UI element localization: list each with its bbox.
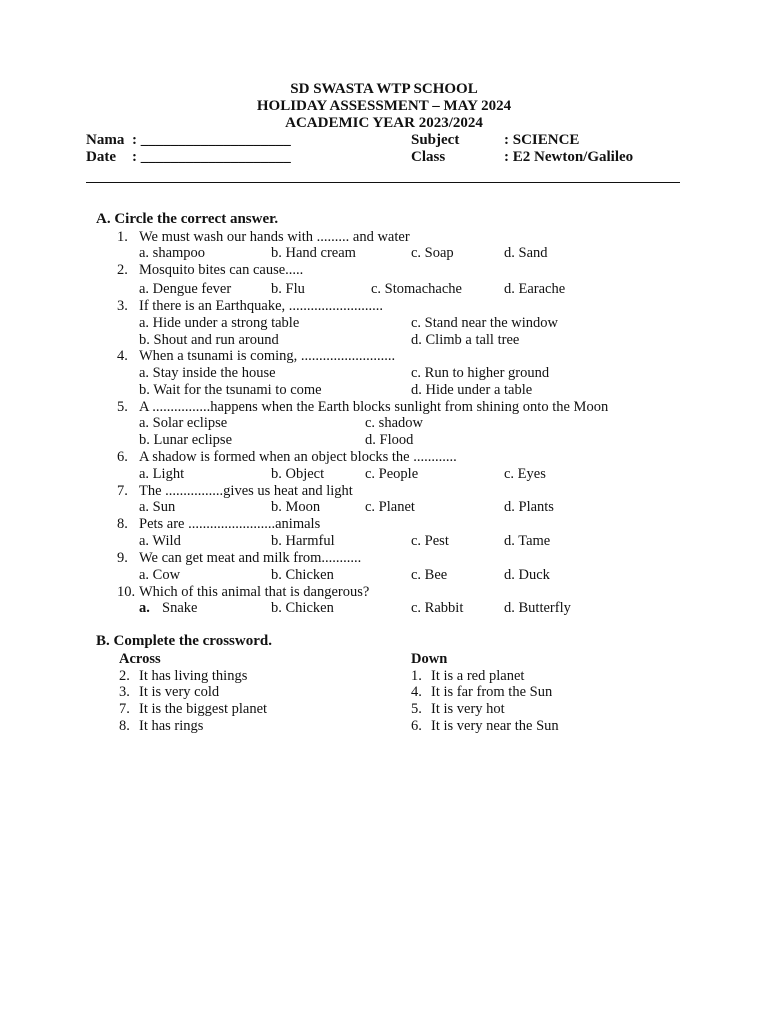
option: Snake [162, 600, 198, 616]
nama-field: : ____________________ [132, 132, 291, 148]
question-text: A shadow is formed when an object blocks the ............ [139, 449, 457, 465]
academic-year: ACADEMIC YEAR 2023/2024 [285, 115, 483, 131]
subject-label: Subject [411, 132, 460, 148]
option: c. Bee [411, 567, 448, 583]
subject-value: : SCIENCE [504, 132, 580, 148]
option: c. shadow [365, 415, 423, 431]
question-text: When a tsunami is coming, .......................... [139, 348, 396, 364]
option: a. Stay inside the house [139, 365, 276, 381]
option: d. Flood [365, 432, 414, 448]
option: d. Butterfly [504, 600, 571, 616]
nama-label: Nama [86, 132, 125, 148]
question-number: 10. [117, 584, 136, 600]
option: c. Stand near the window [411, 315, 558, 331]
question-text: Which of this animal that is dangerous? [139, 584, 370, 600]
option: b. Harmful [271, 533, 335, 549]
question-number: 9. [117, 550, 128, 566]
question-text: If there is an Earthquake, .......................... [139, 298, 384, 314]
question-text: We must wash our hands with ......... and water [139, 229, 410, 245]
option: a. shampoo [139, 245, 206, 261]
option: d. Hide under a table [411, 382, 533, 398]
option: a. Solar eclipse [139, 415, 228, 431]
option: a. Dengue fever [139, 281, 232, 297]
question-number: 4. [117, 348, 128, 364]
down-clue: It is a red planet [431, 668, 525, 684]
option: a. Light [139, 466, 185, 482]
option: c. Planet [365, 499, 415, 515]
question-text: Pets are ........................animals [139, 516, 321, 532]
option: a. Hide under a strong table [139, 315, 300, 331]
option: b. Chicken [271, 567, 334, 583]
clue-number: 8. [119, 718, 130, 734]
option: d. Earache [504, 281, 566, 297]
school-name: SD SWASTA WTP SCHOOL [290, 81, 478, 97]
clue-number: 2. [119, 668, 130, 684]
question-number: 3. [117, 298, 128, 314]
clue-number: 6. [411, 718, 422, 734]
clue-number: 1. [411, 668, 422, 684]
down-heading: Down [411, 651, 448, 667]
option: b. Shout and run around [139, 332, 279, 348]
option: c. Rabbit [411, 600, 464, 616]
option: b. Moon [271, 499, 321, 515]
option: b. Flu [271, 281, 305, 297]
question-text: Mosquito bites can cause..... [139, 262, 304, 278]
option-letter: a. [139, 600, 150, 616]
question-text: A ................happens when the Earth blocks sunlight from shining onto the Moon [139, 399, 609, 415]
option: b. Object [271, 466, 325, 482]
date-label: Date [86, 149, 116, 165]
option: d. Sand [504, 245, 548, 261]
down-clue: It is far from the Sun [431, 684, 553, 700]
question-number: 6. [117, 449, 128, 465]
question-number: 2. [117, 262, 128, 278]
question-number: 8. [117, 516, 128, 532]
option: b. Hand cream [271, 245, 356, 261]
option: d. Plants [504, 499, 554, 515]
question-text: We can get meat and milk from........... [139, 550, 362, 566]
header-divider [86, 182, 680, 183]
across-clue: It is the biggest planet [139, 701, 268, 717]
class-label: Class [411, 149, 446, 165]
option: b. Lunar eclipse [139, 432, 233, 448]
option: c. Stomachache [371, 281, 462, 297]
clue-number: 3. [119, 684, 130, 700]
option: d. Duck [504, 567, 550, 583]
question-number: 5. [117, 399, 128, 415]
option: d. Climb a tall tree [411, 332, 520, 348]
option: c. Run to higher ground [411, 365, 550, 381]
option: c. People [365, 466, 419, 482]
section-a-title: A. Circle the correct answer. [96, 211, 279, 227]
option: c. Soap [411, 245, 454, 261]
class-value: : E2 Newton/Galileo [504, 149, 634, 165]
across-heading: Across [119, 651, 161, 667]
date-field: : ____________________ [132, 149, 291, 165]
assessment-title: HOLIDAY ASSESSMENT – MAY 2024 [256, 98, 512, 114]
clue-number: 5. [411, 701, 422, 717]
question-number: 1. [117, 229, 128, 245]
down-clue: It is very hot [431, 701, 505, 717]
option: a. Cow [139, 567, 181, 583]
option: c. Eyes [504, 466, 546, 482]
option: b. Chicken [271, 600, 334, 616]
across-clue: It has rings [139, 718, 204, 734]
option: b. Wait for the tsunami to come [139, 382, 322, 398]
option: d. Tame [504, 533, 551, 549]
clue-number: 7. [119, 701, 130, 717]
question-number: 7. [117, 483, 128, 499]
section-b-title: B. Complete the crossword. [96, 633, 272, 649]
option: a. Wild [139, 533, 181, 549]
option: c. Pest [411, 533, 449, 549]
down-clue: It is very near the Sun [431, 718, 559, 734]
across-clue: It has living things [139, 668, 248, 684]
question-text: The ................gives us heat and light [139, 483, 353, 499]
across-clue: It is very cold [139, 684, 220, 700]
option: a. Sun [139, 499, 176, 515]
clue-number: 4. [411, 684, 422, 700]
